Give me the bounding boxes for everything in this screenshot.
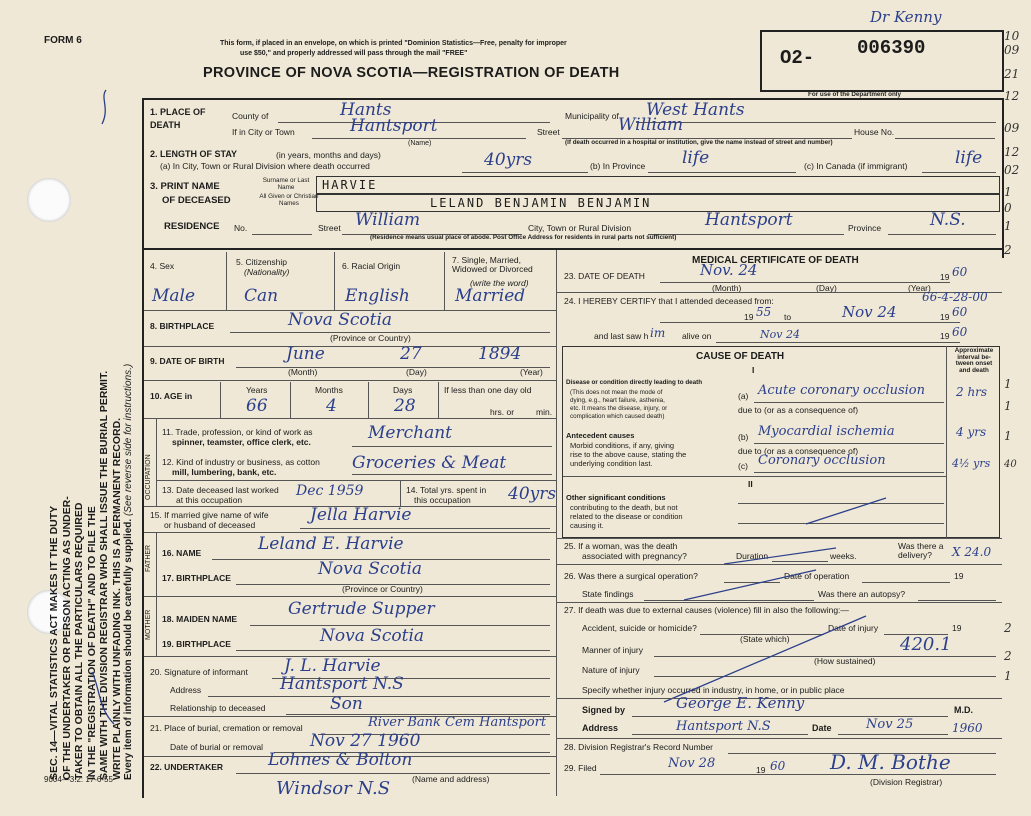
surname-value: HARVIE <box>322 178 378 192</box>
father-name-value: Leland E. Harvie <box>258 534 404 554</box>
code-420: 420.1 <box>900 634 952 655</box>
margin-code: 2 <box>1004 243 1012 257</box>
attended-from-year: 55 <box>756 305 772 319</box>
trade-label-2: spinner, teamster, office clerk, etc. <box>172 437 311 447</box>
marital-value: Married <box>455 286 526 306</box>
age-days-value: 28 <box>394 396 416 416</box>
less-than-day-label: If less than one day old <box>444 385 532 395</box>
stay-city-value: 40yrs <box>484 150 533 170</box>
street-label: Street <box>537 127 560 137</box>
birthplace-label: 8. BIRTHPLACE <box>150 321 215 331</box>
antecedent-heading: Antecedent causes <box>566 431 635 440</box>
center-divider <box>556 250 557 796</box>
residence-city-value: Hantsport <box>705 210 793 230</box>
med-address-line <box>632 734 808 735</box>
divider-item-15 <box>144 532 556 533</box>
age-days-label: Days <box>393 385 413 395</box>
mail-notice-1: This form, if placed in an envelope, on which is printed "Dominion Statistics—Free, penalty for improper <box>220 40 567 47</box>
citizenship-value: Can <box>244 286 279 306</box>
operation-year-prefix: 19 <box>954 571 964 581</box>
cause-a-value: Acute coronary occlusion <box>758 383 926 398</box>
city-town-value: Hantsport <box>350 116 438 136</box>
date-of-birth-label: 9. DATE OF BIRTH <box>150 356 225 366</box>
punch-hole-top <box>27 178 71 222</box>
last-saw-suffix: im <box>650 326 666 340</box>
surname-box <box>316 176 1000 194</box>
margin-code: 1 <box>1004 399 1012 413</box>
citizenship-label: 5. Citizenship <box>236 257 288 267</box>
approx-interval-label: Approximate interval be- tween onset and death <box>954 347 994 374</box>
margin-code: 12 <box>1004 89 1020 103</box>
trade-line <box>352 446 552 447</box>
registration-number: 006390 <box>857 37 926 59</box>
signed-by-value: George E. Kenny <box>676 694 805 712</box>
burial-date-label: Date of burial or removal <box>170 742 264 752</box>
total-years-label: 14. Total yrs. spent in <box>406 485 487 495</box>
dob-month-value: June <box>286 344 325 364</box>
age-div-2 <box>290 382 291 418</box>
burial-date-value: Nov 27 1960 <box>310 731 421 751</box>
mother-rule <box>156 596 157 656</box>
med-date-line <box>838 734 948 735</box>
med-date-value: Nov 25 <box>866 717 914 732</box>
autopsy-line <box>918 600 996 601</box>
col-divider-b <box>334 252 335 310</box>
code-delivery: X 24.0 <box>952 545 992 559</box>
external-label: 27. If death was due to external causes (violence) fill in also the following:— <box>564 605 849 615</box>
side-line-4: IN THE "REGISTRATION OF DEATH" AND TO FILE THE <box>85 506 98 780</box>
attended-to-year: 60 <box>952 305 968 319</box>
doctor-annotation: Dr Kenny <box>870 8 942 26</box>
duration-label: Duration <box>736 551 769 561</box>
disease-note-3: etc. It means the disease, injury, or <box>570 405 668 412</box>
med-date-label: Date <box>812 723 832 733</box>
last-worked-label-2: at this occupation <box>176 495 243 505</box>
weeks-label: weeks. <box>830 551 857 561</box>
frame-right <box>1002 98 1004 258</box>
pencil-mark <box>88 668 118 728</box>
nature-label: Nature of injury <box>582 665 640 675</box>
of-deceased-label: OF DECEASED <box>162 195 231 206</box>
cause-a-line <box>754 402 944 403</box>
residence-note: (Residence means usual place of abode. Post Office Address for residents in rural parts not sufficient) <box>370 234 677 241</box>
stay-c-line <box>922 172 996 173</box>
filed-year-prefix: 19 <box>756 765 766 775</box>
burial-place-label: 21. Place of burial, cremation or removal <box>150 723 303 733</box>
age-years-value: 66 <box>246 396 268 416</box>
mother-birthplace-line <box>236 650 550 651</box>
father-birthplace-label: 17. BIRTHPLACE <box>162 573 231 583</box>
filed-year-value: 60 <box>770 759 786 773</box>
print-name-label: 3. PRINT NAME <box>150 181 220 192</box>
trade-value: Merchant <box>368 423 452 443</box>
attended-to-value: Nov 24 <box>842 303 897 321</box>
dob-year-value: 1894 <box>478 344 522 364</box>
interval-b-value: 4 yrs <box>956 425 987 439</box>
age-div-3 <box>368 382 369 418</box>
injury-year-prefix: 19 <box>952 623 962 633</box>
stay-a-line <box>462 172 588 173</box>
death-year-prefix: 19 <box>940 272 950 282</box>
signed-by-label: Signed by <box>582 705 626 715</box>
med-address-label: Address <box>582 723 619 733</box>
side-line-5: SAME WITH THE DIVISION REGISTRAR WHO SHALL ISSUE THE BURIAL PERMIT. <box>98 370 110 780</box>
mother-maiden-label: 18. MAIDEN NAME <box>162 614 238 624</box>
filed-label: 29. Filed <box>564 763 597 773</box>
residence-street-value: William <box>355 210 421 230</box>
undertaker-line <box>236 773 550 774</box>
certify-label: 24. I HEREBY CERTIFY that I attended deceased from: <box>564 296 774 306</box>
age-years-label: Years <box>246 385 268 395</box>
margin-code: 1 <box>1004 429 1012 443</box>
death-year-value: 60 <box>952 265 968 279</box>
racial-origin-value: English <box>345 286 410 306</box>
cross-out-stroke <box>800 490 890 530</box>
total-years-value: 40yrs <box>508 484 557 504</box>
alive-year-value: 60 <box>952 325 968 339</box>
date-operation-label: Date of operation <box>784 571 850 581</box>
roman-two: II <box>748 479 753 489</box>
undertaker-address-value: Windsor N.S <box>276 778 391 799</box>
given-names-value: LELAND BENJAMIN BENJAMIN <box>430 196 652 210</box>
frame-top <box>142 98 1004 100</box>
trade-label: 11. Trade, profession, or kind of work as <box>162 427 313 437</box>
date-of-death-label: 23. DATE OF DEATH <box>564 271 645 281</box>
stay-province-value: life <box>682 148 710 168</box>
residence-street-label: Street <box>318 223 341 233</box>
side-line-3: TAKER TO OBTAIN ALL THE PARTICULARS REQUIRED <box>73 502 85 780</box>
margin-code: 2 <box>1004 649 1012 663</box>
margin-code: 09 <box>1004 121 1020 135</box>
racial-origin-label: 6. Racial Origin <box>342 261 401 271</box>
cause-c-label: (c) <box>738 461 748 471</box>
date-operation-line <box>862 582 950 583</box>
cause-c-value: Coronary occlusion <box>758 453 886 468</box>
registration-prefix: O2- <box>780 47 815 69</box>
last-worked-value: Dec 1959 <box>296 483 364 499</box>
mail-notice-2: use $50," and properly addressed will pass through the mail "FREE" <box>240 50 468 57</box>
spouse-label: 15. If married give name of wife <box>150 510 269 520</box>
date-of-death-line <box>660 282 950 283</box>
death-day-caption: (Day) <box>816 283 837 293</box>
min-label: min. <box>536 407 553 417</box>
divider-item-26 <box>557 602 1002 603</box>
margin-code: 21 <box>1004 67 1020 81</box>
side-line-6: WRITE PLAINLY WITH UNFADING INK. THIS IS A PERMANENT RECORD. <box>110 417 123 780</box>
marital-label: 7. Single, Married, Widowed or Divorced <box>452 255 533 274</box>
age-months-value: 4 <box>326 396 337 416</box>
residence-no-label: No. <box>234 223 248 233</box>
cause-section-divider <box>563 476 946 477</box>
alive-on-value: Nov 24 <box>760 328 800 341</box>
margin-code: 1 <box>1004 669 1012 683</box>
industry-value: Groceries & Meat <box>352 453 507 473</box>
age-label: 10. AGE in <box>150 391 193 401</box>
municipality-line <box>636 122 996 123</box>
disease-note-1: (This does not mean the mode of <box>570 389 663 396</box>
municipality-value: West Hants <box>646 100 745 120</box>
age-months-label: Months <box>315 385 343 395</box>
cause-a-label: (a) <box>738 391 749 401</box>
mother-birthplace-value: Nova Scotia <box>320 626 425 646</box>
relationship-value: Son <box>330 694 363 714</box>
other-significant-heading: Other significant conditions <box>566 493 666 502</box>
autopsy-label: Was there an autopsy? <box>818 589 906 599</box>
age-div-4 <box>438 382 439 418</box>
attended-to-label: to <box>784 312 792 322</box>
side-line-1: SEC. 14—VITAL STATISTICS ACT MAKES IT THE DUTY <box>48 505 60 780</box>
state-findings-label: State findings <box>582 589 634 599</box>
street-value: William <box>618 115 684 135</box>
cause-b-label: (b) <box>738 432 749 442</box>
undertaker-value: Lohnes & Bolton <box>268 750 413 770</box>
margin-code: 10 <box>1004 29 1020 43</box>
cause-b-value: Myocardial ischemia <box>758 424 895 439</box>
margin-code: 09 <box>1004 43 1020 57</box>
cause-title: CAUSE OF DEATH <box>696 351 785 362</box>
disease-heading: Disease or condition directly leading to death <box>566 379 703 386</box>
residence-province-label: Province <box>848 223 882 233</box>
medical-title: MEDICAL CERTIFICATE OF DEATH <box>692 255 859 266</box>
registrar-signature: D. M. Bothe <box>830 750 951 774</box>
county-label: County of <box>232 111 269 121</box>
registration-number-box <box>760 30 1004 92</box>
how-sustained-caption: (How sustained) <box>814 656 876 666</box>
informant-address-label: Address <box>170 685 202 695</box>
hospital-note: (If death occurred in a hospital or institution, give the name instead of street and number) <box>565 139 833 146</box>
birthplace-caption: (Province or Country) <box>330 333 411 343</box>
age-div-1 <box>220 382 221 418</box>
surname-label: Surname or Last Name <box>262 177 310 191</box>
name-caption: (Name) <box>408 140 432 147</box>
cause-c-line <box>754 472 944 473</box>
informant-address-value: Hantsport N.S <box>280 674 404 694</box>
hrs-or-label: hrs. or <box>490 407 515 417</box>
spouse-label-2: or husband of deceased <box>164 520 256 530</box>
other-significant-note-1: contributing to the death, but not <box>570 503 678 512</box>
side-line-8: (See reverse side for instructions.) <box>123 363 134 517</box>
other-significant-note-2: related to the disease or condition <box>570 512 683 521</box>
due-to-2: due to (or as a consequence of) <box>738 446 859 456</box>
residence-city-line <box>648 234 844 235</box>
divider-item-9 <box>144 380 556 381</box>
residence-province-value: N.S. <box>930 210 966 230</box>
relationship-label: Relationship to deceased <box>170 703 266 713</box>
death-month-caption: (Month) <box>712 283 742 293</box>
divider-signed <box>557 738 1002 739</box>
divider-item-10 <box>144 418 556 419</box>
occupation-vertical-label: OCCUPATION <box>145 454 152 500</box>
last-worked-label: 13. Date deceased last worked <box>162 485 279 495</box>
surgical-label: 26. Was there a surgical operation? <box>564 571 698 581</box>
margin-code: 1 <box>1004 219 1012 233</box>
antecedent-note-2: rise to the above cause, stating the <box>570 450 687 459</box>
col-divider-a <box>226 252 227 310</box>
stay-b-label: (b) In Province <box>590 161 646 171</box>
col-divider-c <box>444 252 445 310</box>
residence-no-line <box>252 234 312 235</box>
burial-place-value: River Bank Cem Hantsport <box>368 715 547 730</box>
frame-left <box>142 98 144 798</box>
med-address-value: Hantsport N.S <box>676 719 771 734</box>
other-significant-note-3: causing it. <box>570 521 604 530</box>
place-of-death-label: 1. PLACE OF DEATH <box>150 107 206 130</box>
disease-note-4: complication which caused death) <box>570 413 665 420</box>
dob-day-caption: (Day) <box>406 367 427 377</box>
state-which-caption: (State which) <box>740 634 790 644</box>
informant-value: J. L. Harvie <box>284 656 381 676</box>
municipality-label: Municipality of <box>565 111 619 121</box>
margin-code: 0 <box>1004 201 1012 215</box>
father-birthplace-value: Nova Scotia <box>318 559 423 579</box>
mother-maiden-value: Gertrude Supper <box>288 599 435 619</box>
side-line-7: Every item of information should be carefully supplied. <box>123 518 134 780</box>
filed-line <box>600 774 996 775</box>
birthplace-value: Nova Scotia <box>288 310 393 330</box>
surgery-strike <box>680 566 820 606</box>
accident-label: Accident, suicide or homicide? <box>582 623 697 633</box>
cause-b-line <box>754 443 944 444</box>
given-names-label: All Given or Christian Names <box>259 193 319 207</box>
footer-code: 9004—3.2: 17-6-55 <box>44 775 113 784</box>
residence-province-line <box>888 234 996 235</box>
interval-a-value: 2 hrs <box>956 385 988 399</box>
interval-c-value: 4½ yrs <box>952 457 991 470</box>
div-registrar-caption: (Division Registrar) <box>870 777 943 787</box>
margin-code: 1 <box>1004 185 1012 199</box>
father-rule <box>156 532 157 596</box>
house-no-label: House No. <box>854 127 895 137</box>
stay-units: (in years, months and days) <box>276 150 381 160</box>
divider-item-25 <box>557 564 1002 565</box>
sex-label: 4. Sex <box>150 261 175 271</box>
name-address-caption: (Name and address) <box>412 774 490 784</box>
divider-cause-box <box>557 538 1002 539</box>
dob-year-caption: (Year) <box>520 367 543 377</box>
length-of-stay-label: 2. LENGTH OF STAY <box>150 149 238 159</box>
undertaker-label: 22. UNDERTAKER <box>150 762 224 772</box>
sex-value: Male <box>152 286 196 306</box>
divider-after-residence <box>142 248 1004 250</box>
industry-label: 12. Kind of industry or business, as cotton <box>162 457 320 467</box>
county-value: Hants <box>340 100 392 120</box>
div-record-label: 28. Division Registrar's Record Number <box>564 742 714 752</box>
cause-interval-divider <box>946 346 947 538</box>
side-line-2: OF THE UNDERTAKER OR PERSON ACTING AS UNDER- <box>60 496 73 780</box>
mother-birthplace-label: 19. BIRTHPLACE <box>162 639 231 649</box>
last-saw-label: and last saw h <box>594 331 649 341</box>
disease-note-2: dying, e.g., heart failure, asthenia, <box>570 397 665 404</box>
alive-on-line <box>716 342 960 343</box>
attended-to-prefix: 19 <box>940 312 950 322</box>
stay-a-label: (a) In City, Town or Rural Division where death occurred <box>160 161 370 171</box>
spouse-line <box>300 528 550 529</box>
antecedent-note-1: Morbid conditions, if any, giving <box>570 441 675 450</box>
total-years-label-2: this occupation <box>414 495 471 505</box>
dept-use-note: For use of the Department only <box>808 91 902 98</box>
nationality-caption: (Nationality) <box>244 267 290 277</box>
manner-label: Manner of injury <box>582 645 643 655</box>
write-word-caption: (write the word) <box>470 278 529 288</box>
dob-line <box>236 367 550 368</box>
industry-label-2: mill, lumbering, bank, etc. <box>172 467 277 477</box>
roman-one: I <box>752 365 755 375</box>
form-title: PROVINCE OF NOVA SCOTIA—REGISTRATION OF DEATH <box>203 65 620 81</box>
dob-day-value: 27 <box>400 344 422 364</box>
antecedent-note-3: underlying condition last. <box>570 459 653 468</box>
death-year-caption: (Year) <box>908 283 931 293</box>
divider-item-12 <box>156 480 556 481</box>
divider-father <box>144 596 556 597</box>
spouse-value: Jella Harvie <box>310 505 412 525</box>
father-vertical-label: FATHER <box>145 544 152 572</box>
specify-label: Specify whether injury occurred in industry, in home, or in public place <box>582 685 845 695</box>
alive-on-label: alive on <box>682 331 712 341</box>
md-label: M.D. <box>954 705 973 715</box>
margin-code: 02 <box>1004 163 1020 177</box>
margin-code: 2 <box>1004 621 1012 635</box>
pencil-check <box>96 88 116 128</box>
attended-from-prefix: 19 <box>744 312 754 322</box>
certify-line <box>660 322 960 323</box>
pregnancy-label-2: associated with pregnancy? <box>582 551 687 561</box>
residence-city-label: City, Town or Rural Division <box>528 223 632 233</box>
stay-b-line <box>648 172 796 173</box>
med-year-value: 1960 <box>952 721 983 735</box>
item-14-divider <box>400 480 401 506</box>
house-no-line <box>895 138 995 139</box>
dob-month-caption: (Month) <box>288 367 318 377</box>
date-injury-label: Date of injury <box>828 623 879 633</box>
alive-year-prefix: 19 <box>940 331 950 341</box>
informant-address-line <box>208 696 550 697</box>
margin-code: 1 <box>1004 377 1012 391</box>
pregnancy-label: 25. If a woman, was the death <box>564 541 678 551</box>
informant-label: 20. Signature of informant <box>150 667 248 677</box>
city-town-line <box>312 138 526 139</box>
margin-code: 40 <box>1004 459 1017 470</box>
date-of-death-value: Nov. 24 <box>700 261 758 279</box>
residence-label: RESIDENCE <box>164 221 220 232</box>
due-to-1: due to (or as a consequence of) <box>738 405 859 415</box>
code-top: 66-4-28-00 <box>922 290 988 304</box>
stay-c-label: (c) In Canada (if immigrant) <box>804 161 908 171</box>
occupation-rule <box>156 418 157 506</box>
industry-line <box>352 474 552 475</box>
father-birthplace-caption: (Province or Country) <box>342 584 423 594</box>
delivery-label: Was there a delivery? <box>898 541 944 560</box>
margin-code: 12 <box>1004 145 1020 159</box>
mother-vertical-label: MOTHER <box>145 609 152 640</box>
filed-value: Nov 28 <box>668 756 716 771</box>
father-name-label: 16. NAME <box>162 548 202 558</box>
city-town-label: If in City or Town <box>232 127 295 137</box>
form-id: FORM 6 <box>44 35 82 46</box>
stay-canada-value: life <box>955 148 983 168</box>
